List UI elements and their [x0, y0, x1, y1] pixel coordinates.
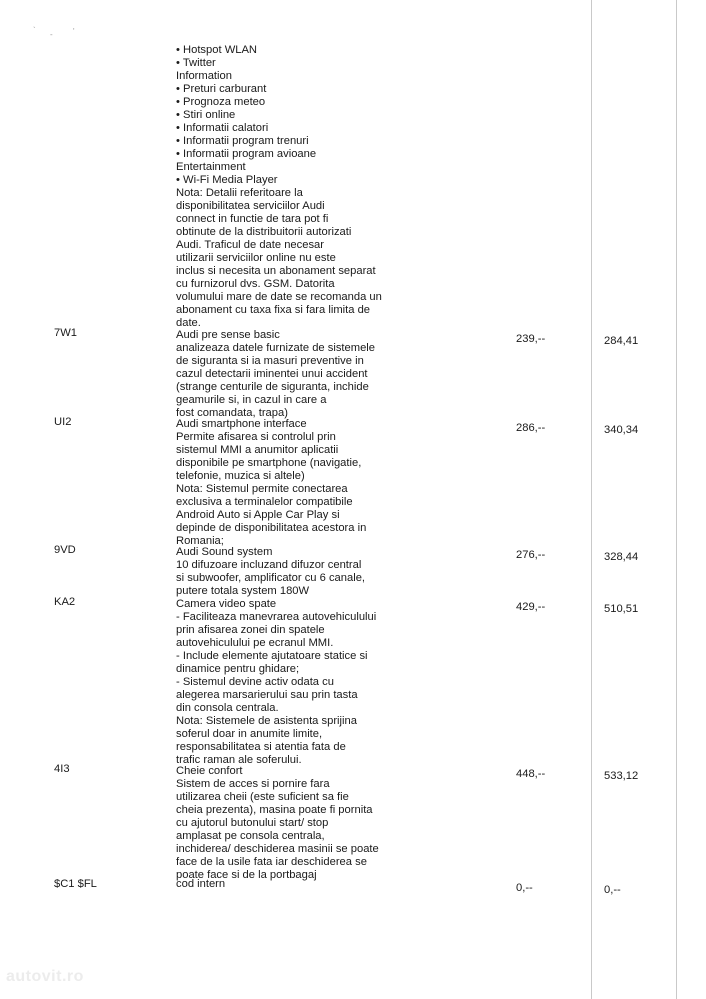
description-line: dinamice pentru ghidare; — [176, 663, 300, 675]
description-line: si subwoofer, amplificator cu 6 canale, — [176, 572, 366, 584]
description-line: Permite afisarea si controlul prin — [176, 431, 336, 443]
watermark-logo: autovit.ro — [6, 968, 84, 985]
description-line: prin afisarea zonei din spatele — [176, 624, 325, 636]
description-line: obtinute de la distribuitorii autorizati — [176, 226, 352, 238]
description-line: Cheie confort — [176, 765, 243, 777]
description-line: • Preturi carburant — [176, 83, 267, 95]
column-divider — [676, 0, 677, 999]
description-line: alegerea marsarierului sau prin tasta — [176, 689, 358, 701]
option-description — [176, 546, 394, 598]
description-line: cazul detectarii iminentei unui accident — [176, 368, 368, 380]
description-line: amplasat pe consola centrala, — [176, 830, 325, 842]
description-line: responsabilitatea si atentia fata de — [176, 741, 346, 753]
description-line: Information — [176, 70, 232, 82]
description-line: cu ajutorul butonului start/ stop — [176, 817, 329, 829]
description-line: Audi smartphone interface — [176, 418, 307, 430]
option-code: 9VD — [54, 544, 76, 556]
description-line: Entertainment — [176, 161, 246, 173]
description-line: Audi. Traficul de date necesar — [176, 239, 325, 251]
description-line: poate face si de la portbagaj — [176, 869, 317, 881]
description-line: connect in functie de tara pot fi — [176, 213, 329, 225]
option-description — [176, 878, 394, 891]
option-code: UI2 — [54, 416, 72, 428]
description-line: abonament cu taxa fixa si fara limita de — [176, 304, 371, 316]
price-gross: 510,51 — [604, 603, 639, 615]
description-line: utilizarii serviciilor online nu este — [176, 252, 336, 264]
description-line: de siguranta si ia masuri preventive in — [176, 355, 364, 367]
description-line: - Faciliteaza manevrarea autovehiculului — [176, 611, 377, 623]
price-net: 0,-- — [516, 882, 533, 894]
option-description — [176, 418, 394, 548]
description-line: Romania; — [176, 535, 224, 547]
description-line: Audi Sound system — [176, 546, 273, 558]
description-line: disponibilitatea serviciilor Audi — [176, 200, 325, 212]
description-line: (strange centurile de siguranta, inchide — [176, 381, 369, 393]
option-code: $C1 $FL — [54, 878, 97, 890]
description-line: exclusiva a terminalelor compatibile — [176, 496, 353, 508]
description-line: utilizarea cheii (este suficient sa fie — [176, 791, 349, 803]
description-line: cheia prezenta), masina poate fi pornita — [176, 804, 373, 816]
description-line: disponibile pe smartphone (navigatie, — [176, 457, 362, 469]
description-line: geamurile si, in cazul in care a — [176, 394, 327, 406]
price-gross: 0,-- — [604, 884, 621, 896]
description-line: analizeaza datele furnizate de sistemele — [176, 342, 376, 354]
option-description — [176, 598, 394, 767]
option-description — [176, 765, 394, 882]
description-line: din consola centrala. — [176, 702, 279, 714]
description-line: • Informatii program avioane — [176, 148, 317, 160]
price-gross: 533,12 — [604, 770, 639, 782]
description-line: sistemul MMI a anumitor aplicatii — [176, 444, 339, 456]
description-line: Android Auto si Apple Car Play si — [176, 509, 340, 521]
description-line: inclus si necesita un abonament separat — [176, 265, 376, 277]
description-line: Nota: Sistemele de asistenta sprijina — [176, 715, 357, 727]
scan-mark: ' — [73, 27, 75, 36]
scan-mark: ` — [33, 26, 36, 35]
description-line: Camera video spate — [176, 598, 277, 610]
description-line: - Sistemul devine activ odata cu — [176, 676, 334, 688]
intro-description — [176, 44, 394, 330]
description-line: • Prognoza meteo — [176, 96, 266, 108]
price-gross: 340,34 — [604, 424, 639, 436]
description-line: Nota: Detalii referitoare la — [176, 187, 303, 199]
price-gross: 328,44 — [604, 551, 639, 563]
description-line: inchiderea/ deschiderea masinii se poate — [176, 843, 379, 855]
description-line: cod intern — [176, 878, 226, 890]
option-description — [176, 329, 394, 420]
description-line: trafic raman ale soferului. — [176, 754, 302, 766]
option-code: 7W1 — [54, 327, 78, 339]
price-net: 286,-- — [516, 422, 546, 434]
description-line: 10 difuzoare incluzand difuzor central — [176, 559, 362, 571]
description-line: Sistem de acces si pornire fara — [176, 778, 330, 790]
description-line: - Include elemente ajutatoare statice si — [176, 650, 368, 662]
description-line: • Informatii program trenuri — [176, 135, 309, 147]
description-line: soferul doar in anumite limite, — [176, 728, 323, 740]
description-line: cu furnizorul dvs. GSM. Datorita — [176, 278, 335, 290]
price-net: 239,-- — [516, 333, 546, 345]
price-gross: 284,41 — [604, 335, 639, 347]
description-line: telefonie, muzica si altele) — [176, 470, 305, 482]
description-line: putere totala system 180W — [176, 585, 310, 597]
column-divider — [591, 0, 592, 999]
description-line: • Wi-Fi Media Player — [176, 174, 278, 186]
option-code: 4I3 — [54, 763, 70, 775]
description-line: Audi pre sense basic — [176, 329, 280, 341]
description-line: • Twitter — [176, 57, 216, 69]
description-line: • Hotspot WLAN — [176, 44, 258, 56]
option-code: KA2 — [54, 596, 76, 608]
description-line: Nota: Sistemul permite conectarea — [176, 483, 348, 495]
description-line: depinde de disponibilitatea acestora in — [176, 522, 367, 534]
price-net: 429,-- — [516, 601, 546, 613]
description-line: fost comandata, trapa) — [176, 407, 288, 419]
description-line: • Stiri online — [176, 109, 236, 121]
description-line: • Informatii calatori — [176, 122, 269, 134]
price-net: 276,-- — [516, 549, 546, 561]
scan-mark: - — [50, 30, 53, 39]
description-line: volumului mare de date se recomanda un — [176, 291, 382, 303]
description-line: face de la usile fata iar deschiderea se — [176, 856, 367, 868]
description-line: autovehiculului pe ecranul MMI. — [176, 637, 334, 649]
description-line: date. — [176, 317, 201, 329]
price-net: 448,-- — [516, 768, 546, 780]
